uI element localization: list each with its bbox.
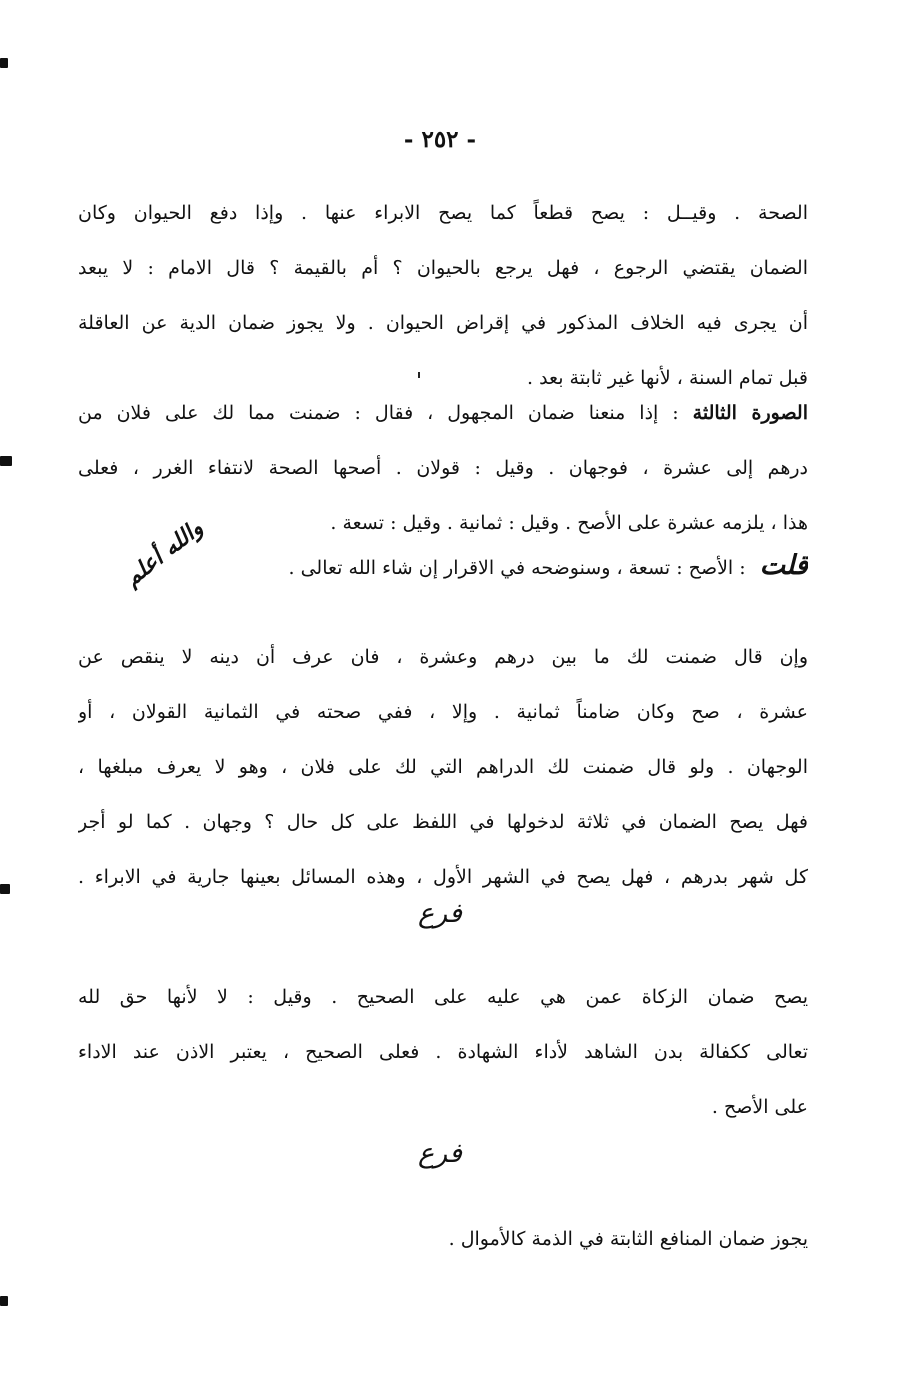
closing-formula: والله أعلم	[119, 514, 208, 592]
page-number: - ٢٥٢ -	[403, 126, 477, 153]
margin-mark	[0, 58, 8, 68]
text-line: يجوز ضمان المنافع الثابتة في الذمة كالأموال .	[448, 1228, 808, 1250]
paragraph-range-guarantee	[78, 630, 808, 905]
text-line	[78, 386, 808, 441]
margin-mark	[0, 1296, 8, 1306]
qultu-label: قلت	[759, 550, 808, 581]
text-run: : الأصح : تسعة ، وسنوضحه في الاقرار إن شاء الله تعالى .	[288, 557, 746, 579]
text-line: هذا ، يلزمه عشرة على الأصح . وقيل : ثمانية . وقيل : تسعة .	[330, 512, 808, 534]
text-line: الوجهان . ولو قال ضمنت لك الدراهم التي لك على فلان ، وهو لا يعرف مبلغها ،	[78, 756, 808, 778]
text-line: وإن قال ضمنت لك ما بين درهم وعشرة ، فان عرف أن دينه لا ينقص عن	[78, 646, 808, 668]
text-line: تعالى ككفالة بدن الشاهد لأداء الشهادة . فعلى الصحيح ، يعتبر الاذن عند الاداء	[78, 1041, 808, 1063]
text-line: على الأصح .	[711, 1096, 808, 1118]
paragraph-benefits	[78, 1212, 808, 1267]
text-line: يصح ضمان الزكاة عمن هي عليه على الصحيح . وقيل : لا لأنها حق لله	[78, 986, 808, 1008]
margin-mark	[0, 884, 10, 894]
paragraph-continuation	[78, 186, 808, 406]
text-line: فهل يصح الضمان في ثلاثة لدخولها في اللفظ على كل حال ؟ وجهان . كما لو أجر	[78, 811, 808, 833]
text-run: : إذا منعنا ضمان المجهول ، فقال : ضمنت مما لك على فلان من	[78, 402, 679, 424]
text-line: الصحة . وقيــل : يصح قطعاً كما يصح الابراء عنها . وإذا دفع الحيوان وكان	[78, 202, 808, 224]
text-line: كل شهر بدرهم ، فهل يصح في الشهر الأول ، وهذه المسائل بعينها جارية في الابراء .	[78, 866, 808, 888]
text-line: درهم إلى عشرة ، فوجهان . وقيل : قولان . أصحها الصحة لانتفاء الغرر ، فعلى	[78, 457, 808, 479]
margin-mark	[0, 456, 12, 466]
text-line: قبل تمام السنة ، لأنها غير ثابتة بعد .	[527, 367, 808, 389]
section-heading: فرع	[418, 898, 462, 929]
text-line: أن يجرى فيه الخلاف المذكور في إقراض الحيوان . ولا يجوز ضمان الدية عن العاقلة	[78, 312, 808, 334]
text-line: عشرة ، صح وكان ضامناً ثمانية . وإلا ، ففي صحته في الثمانية القولان ، أو	[78, 701, 808, 723]
text-line: الضمان يقتضي الرجوع ، فهل يرجع بالحيوان ؟ أم بالقيمة ؟ قال الامام : لا يبعد	[78, 257, 808, 279]
paragraph-zakat	[78, 970, 808, 1135]
section-label: الصورة الثالثة	[692, 402, 808, 424]
section-heading: فرع	[418, 1138, 462, 1169]
